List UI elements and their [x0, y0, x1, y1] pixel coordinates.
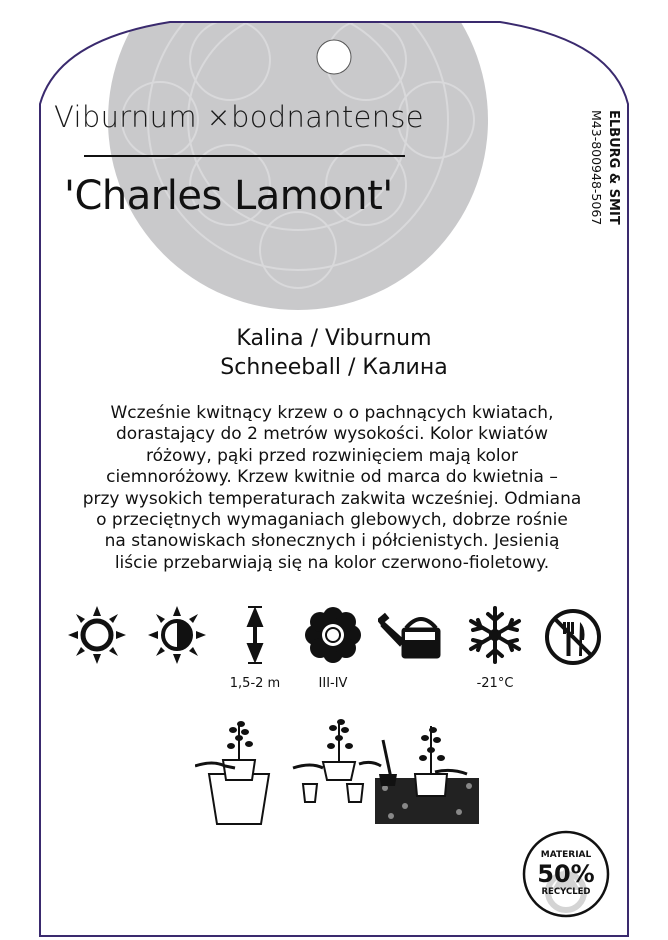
description-line: liście przebarwiają się na kolor czerwono-fioletowy. — [114, 552, 550, 573]
hardiness-label: -21°C — [476, 676, 514, 691]
product-code: M43-800948-5067 — [589, 110, 604, 226]
watering-can-icon — [378, 610, 444, 662]
step-unpot-icon — [293, 719, 381, 802]
not-edible-icon — [542, 606, 604, 668]
snowflake-icon — [464, 604, 526, 666]
description-line: o przeciętnych wymaganiach glebowych, dobrze rośnie — [96, 510, 568, 531]
height-label: 1,5-2 m — [229, 676, 281, 691]
brand-code-vertical — [584, 110, 624, 230]
description-line: przy wysokich temperaturach zakwita wcześniej. Odmiana — [82, 488, 582, 509]
height-icon — [224, 604, 286, 666]
common-names-2: Schneeball / Калина — [220, 355, 448, 380]
brand-name: ELBURG & SMIT — [606, 110, 621, 225]
latin-name: Viburnum ×bodnantense — [54, 100, 424, 134]
full-sun-icon — [66, 604, 128, 666]
hang-hole — [317, 40, 351, 74]
step-soak-icon — [195, 721, 269, 824]
flower-icon — [302, 604, 364, 666]
step-plant-icon — [375, 726, 479, 824]
description-line: na stanowiskach słonecznych i półcienistych. Jesienią — [104, 531, 560, 552]
description — [82, 403, 582, 574]
recycled-top-text: MATERIAL — [540, 850, 592, 860]
recycled-bottom-text: RECYCLED — [541, 887, 591, 897]
cultivar-name: 'Charles Lamont' — [64, 173, 393, 219]
description-line: dorastający do 2 metrów wysokości. Kolor kwiatów — [116, 424, 548, 445]
description-line: Wcześnie kwitnący krzew o o pachnących kwiatach, — [110, 403, 554, 423]
common-names-1: Kalina / Viburnum — [236, 326, 432, 351]
description-line: ciemnoróżowy. Krzew kwitnie od marca do kwietnia – — [106, 467, 558, 488]
flowering-label: III-IV — [318, 676, 348, 691]
recycled-percent: 50% — [537, 860, 595, 888]
recycled-material-badge — [522, 830, 610, 918]
description-line: różowy, pąki przed rozwinięciem mają kolor — [146, 445, 518, 466]
planting-instructions-illustration — [195, 716, 485, 828]
half-shade-icon — [146, 604, 208, 666]
